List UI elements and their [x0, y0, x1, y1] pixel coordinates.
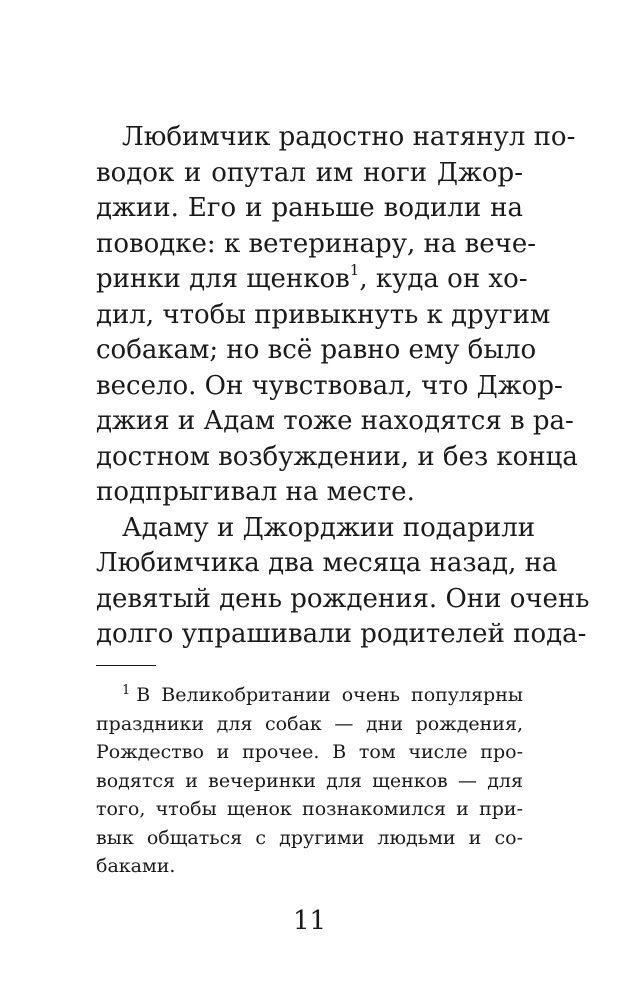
text-fragment: В Великобритании очень популярны	[136, 684, 523, 706]
footnote-line: вык общаться с другими людьми и со-	[96, 826, 523, 849]
footnote-line: праздники для собак — дни рождения,	[96, 712, 523, 735]
footnote-marker: 1	[122, 682, 131, 698]
footnote-line: баками.	[96, 855, 176, 877]
text-line: Любимчик радостно натянул по-	[122, 122, 576, 152]
text-line: Любимчика два месяца назад, на	[96, 548, 558, 578]
footnote-divider	[96, 665, 156, 666]
text-line: весело. Он чувствовал, что Джор-	[96, 370, 563, 401]
text-line: достном возбуждении, и без конца	[96, 441, 578, 472]
footnote-line	[96, 681, 523, 710]
footnote-line: водятся и вечеринки для щенков — для	[96, 769, 523, 792]
text-fragment: , куда он хо-	[359, 264, 528, 294]
footnote	[96, 681, 523, 881]
text-line: поводке: к ветеринару, на вече-	[96, 228, 537, 259]
text-fragment: ринки для щенков	[96, 264, 350, 294]
text-line: дил, чтобы привыкнуть к другим	[96, 299, 551, 330]
text-line: Адаму и Джорджии подарили	[122, 512, 536, 543]
text-line: девятый день рождения. Они очень	[96, 583, 590, 614]
text-line: собакам; но всё равно ему было	[96, 335, 537, 365]
text-line-with-footnote-ref	[96, 261, 528, 298]
main-text	[96, 120, 590, 653]
footnote-line: того, чтобы щенок познакомился и при-	[96, 798, 523, 820]
text-line: джия и Адам тоже находятся в ра-	[96, 406, 574, 436]
text-line: водок и опутал им ноги Джор-	[96, 157, 523, 188]
text-line: долго упрашивали родителей пода-	[96, 619, 587, 649]
page-number: 11	[292, 906, 327, 936]
text-line: подпрыгивал на месте.	[96, 477, 415, 507]
footnote-line: Рождество и прочее. В том числе про-	[96, 741, 523, 763]
footnote-reference: 1	[349, 261, 360, 280]
text-line: джии. Его и раньше водили на	[96, 193, 523, 223]
